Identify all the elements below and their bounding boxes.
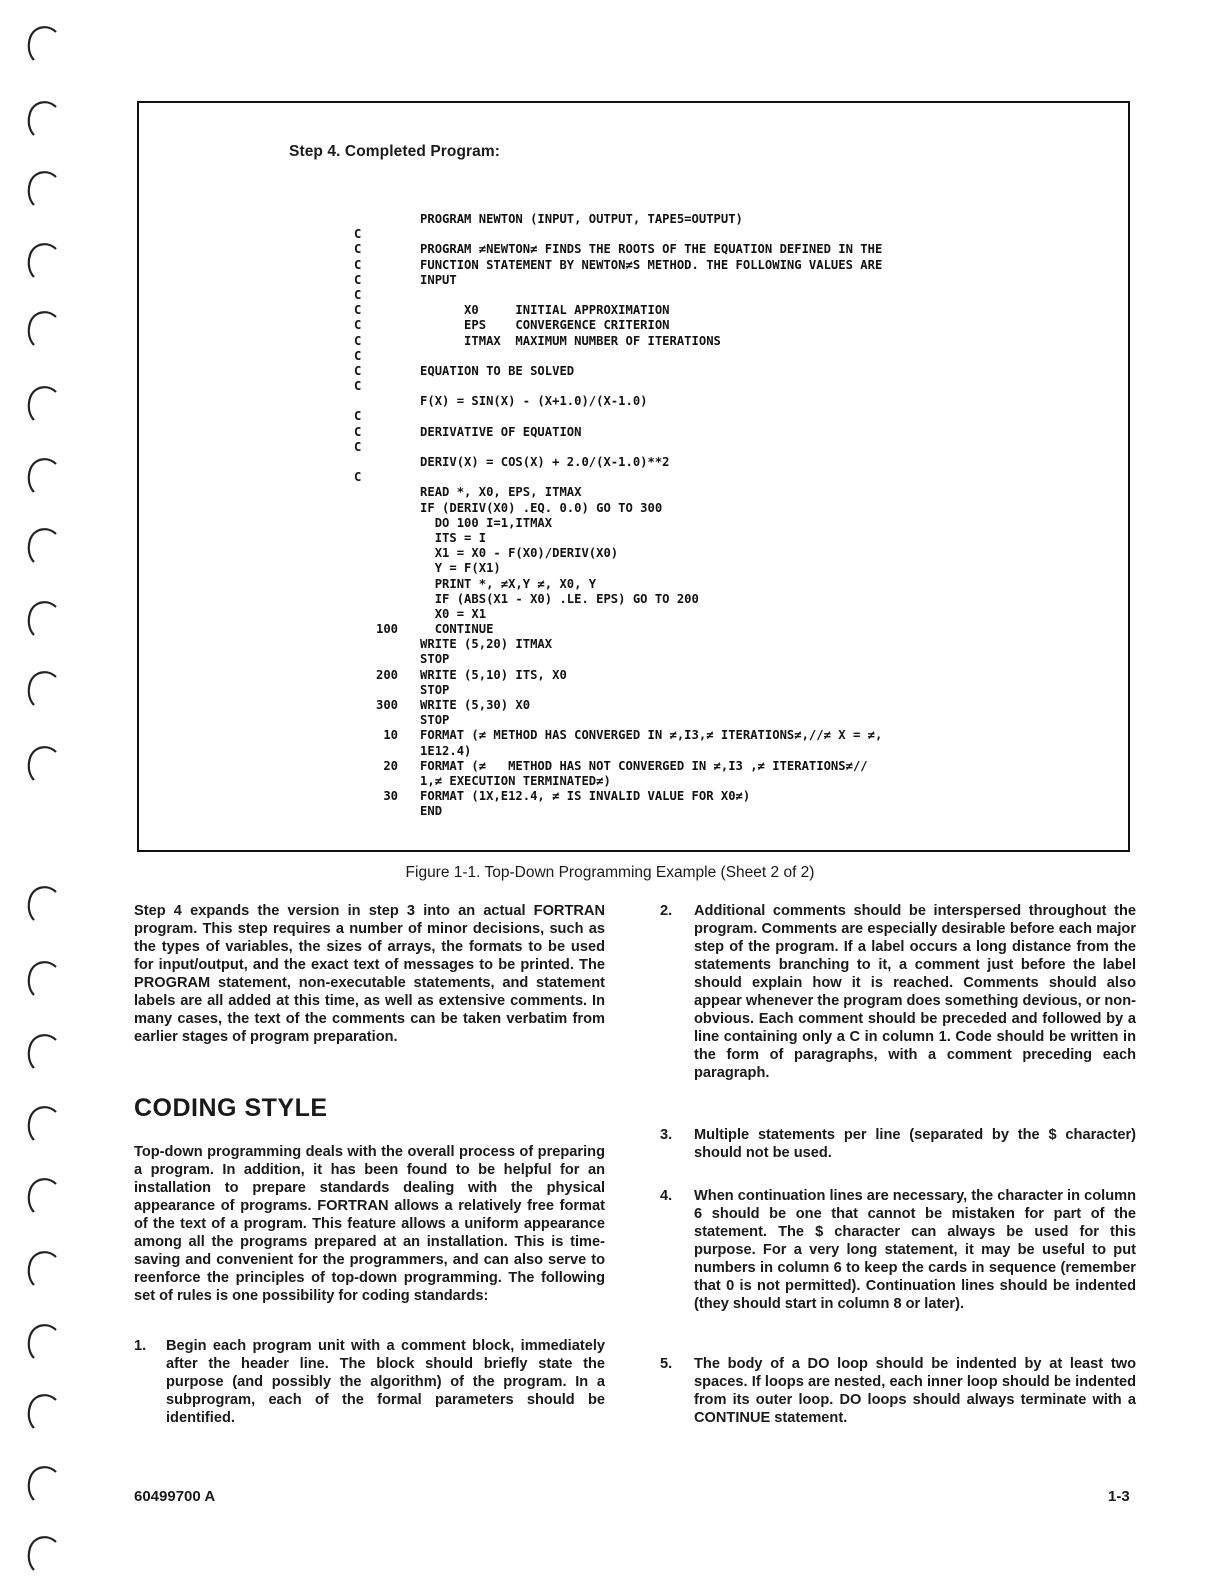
code-line: C [354,470,362,485]
code-line: WRITE (5,20) ITMAX [354,637,553,652]
code-line: READ *, X0, EPS, ITMAX [354,485,582,500]
rule-number: 5. [660,1356,673,1372]
fortran-program-listing [354,212,882,820]
code-line: STOP [354,713,450,728]
code-line: END [354,804,443,819]
punch-hole-icon [22,452,62,496]
rule-text: Multiple statements per line (separated by the $ character) should not be used. [694,1127,1136,1161]
code-line: 300 WRITE (5,30) X0 [354,698,531,712]
code-line: C X0 INITIAL APPROXIMATION [354,303,670,318]
code-line: 200 WRITE (5,10) ITS, X0 [354,667,567,682]
punch-hole-icon [22,880,62,924]
code-line: 100 CONTINUE [354,622,494,637]
rule-number: 2. [660,903,673,919]
left-column [134,902,605,1046]
figure-caption: Figure 1-1. Top-Down Programming Example (Sheet 2 of 2) [405,864,815,881]
punch-hole-icon [22,95,62,139]
code-line: 1E12.4) [354,743,472,758]
code-line: C [354,439,362,454]
punch-hole-icon [22,522,62,566]
section-paragraph: Top-down programming deals with the overall process of preparing a program. In addition, it has been found to be helpful for an installation to prepare standards dealing with the physical appearance of programs. FORTRAN allows a relatively free format of the text of a program. This feature allows a uniform appearance among all the programs prepared at an installation. This is time-saving and convenient for the programmers, and can also serve to reenforce the principles of top-down programming. The following set of rules is one possibility for coding standards: [134,1144,605,1304]
document-number: 60499700 A [134,1488,216,1505]
code-line: C DERIVATIVE OF EQUATION [354,424,582,439]
section-heading: CODING STYLE [134,1094,328,1122]
code-line: IF (DERIV(X0) .EQ. 0.0) GO TO 300 [354,500,663,515]
intro-paragraph: Step 4 expands the version in step 3 into an actual FORTRAN program. This step requires a number of minor decisions, such as the types of variables, the sizes of arrays, the formats to be used for input/output, and the exact text of messages to be printed. The PROGRAM statement, non-executable statements, and statement labels are all added at this time, as well as extensive comments. In many cases, the text of the comments can be taken verbatim from earlier stages of program preparation. [134,903,605,1045]
code-line: PRINT *, ≠X,Y ≠, X0, Y [354,576,597,591]
code-line: X0 = X1 [354,606,487,621]
punch-hole-icon [22,1172,62,1216]
punch-hole-icon [22,1460,62,1504]
punch-hole-icon [22,740,62,784]
code-line: C [354,287,362,302]
code-line: C [354,379,362,394]
punch-hole-icon [22,20,62,64]
punch-hole-icon [22,165,62,209]
rule-text: Additional comments should be interspersed throughout the program. Comments are especially desirable before each major step of the program. If a label occurs a long distance from the statements branching to it, a comment just before the label should explain how it is reached. Comments should also appear whenever the program does something devious, or non-obvious. Each comment should be preceded and followed by a line containing only a C in column 1. Code should be written in the form of paragraphs, with a comment preceding each paragraph. [694,903,1136,1081]
punch-hole-icon [22,380,62,424]
code-line: STOP [354,682,450,697]
code-line: STOP [354,652,450,667]
code-line: C [354,409,362,424]
code-line: C EPS CONVERGENCE CRITERION [354,318,670,333]
step-heading: Step 4. Completed Program: [289,143,501,160]
code-line: 30 FORMAT (1X,E12.4, ≠ IS INVALID VALUE FOR X0≠) [354,789,751,804]
code-line: ITS = I [354,530,487,545]
code-line: C [354,348,362,363]
punch-hole-icon [22,595,62,639]
punch-hole-icon [22,305,62,349]
punch-hole-icon [22,1245,62,1289]
punch-hole-icon [22,665,62,709]
punch-hole-icon [22,1028,62,1072]
section-intro [134,1143,605,1305]
code-line: C ITMAX MAXIMUM NUMBER OF ITERATIONS [354,333,721,348]
punch-hole-icon [22,237,62,281]
code-line: C INPUT [354,272,457,287]
punch-hole-icon [22,955,62,999]
code-line: IF (ABS(X1 - X0) .LE. EPS) GO TO 200 [354,591,699,606]
rule-number: 1. [134,1338,147,1354]
punch-hole-icon [22,1318,62,1362]
code-line: C FUNCTION STATEMENT BY NEWTON≠S METHOD. THE FOLLOWING VALUES ARE [354,257,883,272]
punch-hole-icon [22,1388,62,1432]
code-line: PROGRAM NEWTON (INPUT, OUTPUT, TAPE5=OUTPUT) [354,212,743,226]
code-line: C PROGRAM ≠NEWTON≠ FINDS THE ROOTS OF THE EQUATION DEFINED IN THE [354,242,883,257]
punch-hole-icon [22,1100,62,1144]
rule-text: The body of a DO loop should be indented by at least two spaces. If loops are nested, each inner loop should be indented from its outer loop. DO loops should always terminate with a CONTINUE statement. [694,1356,1136,1426]
punch-hole-icon [22,1530,62,1574]
rule-text: When continuation lines are necessary, the character in column 6 should be one that cannot be mistaken for part of the statement. The $ character can always be used for this purpose. For a very long statement, it may be useful to put numbers in column 6 to keep the cards in sequence (remember that 0 is not permitted). Continuation lines should be indented (they should start in column 8 or later). [694,1188,1136,1312]
code-line: 10 FORMAT (≠ METHOD HAS CONVERGED IN ≠,I3,≠ ITERATIONS≠,//≠ X = ≠, [354,728,883,743]
code-line: C [354,227,362,242]
code-line: F(X) = SIN(X) - (X+1.0)/(X-1.0) [354,394,648,409]
rule-number: 3. [660,1127,673,1143]
code-line: C EQUATION TO BE SOLVED [354,363,575,378]
code-line: X1 = X0 - F(X0)/DERIV(X0) [354,546,619,561]
rule-text: Begin each program unit with a comment block, immediately after the header line. The block should briefly state the purpose (and possibly the algorithm) of the program. In a subprogram, each of the formal parameters should be identified. [166,1338,605,1426]
code-line: DO 100 I=1,ITMAX [354,515,553,530]
code-line: Y = F(X1) [354,561,501,576]
page-number: 1-3 [1108,1488,1130,1505]
code-line: 20 FORMAT (≠ METHOD HAS NOT CONVERGED IN ≠,I3 ,≠ ITERATIONS≠// [354,758,868,773]
code-line: DERIV(X) = COS(X) + 2.0/(X-1.0)**2 [354,455,670,469]
code-line: 1,≠ EXECUTION TERMINATED≠) [354,773,611,788]
rule-number: 4. [660,1188,673,1204]
